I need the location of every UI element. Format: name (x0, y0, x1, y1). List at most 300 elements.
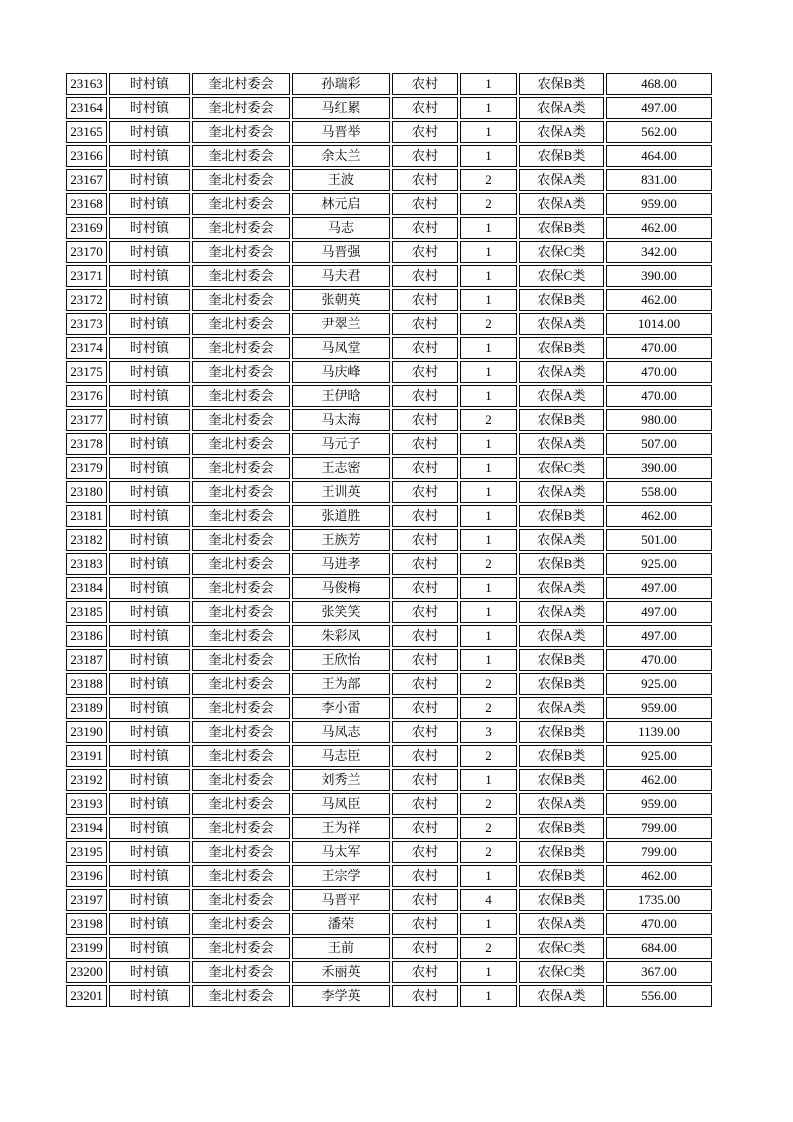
cell-town: 时村镇 (109, 481, 190, 503)
cell-id: 23194 (66, 817, 107, 839)
cell-town: 时村镇 (109, 265, 190, 287)
cell-amount: 925.00 (606, 553, 712, 575)
cell-id: 23186 (66, 625, 107, 647)
cell-name: 马志 (292, 217, 390, 239)
cell-insurance: 农保C类 (519, 961, 604, 983)
cell-id: 23185 (66, 601, 107, 623)
cell-insurance: 农保A类 (519, 529, 604, 551)
cell-town: 时村镇 (109, 769, 190, 791)
cell-count: 4 (460, 889, 517, 911)
cell-insurance: 农保A类 (519, 793, 604, 815)
cell-residence: 农村 (392, 985, 458, 1007)
cell-count: 1 (460, 865, 517, 887)
cell-count: 2 (460, 841, 517, 863)
cell-committee: 奎北村委会 (192, 409, 290, 431)
table-row (66, 937, 712, 959)
cell-amount: 468.00 (606, 73, 712, 95)
cell-id: 23165 (66, 121, 107, 143)
cell-residence: 农村 (392, 625, 458, 647)
table-row (66, 409, 712, 431)
cell-insurance: 农保B类 (519, 553, 604, 575)
cell-amount: 470.00 (606, 649, 712, 671)
cell-count: 2 (460, 313, 517, 335)
cell-town: 时村镇 (109, 505, 190, 527)
cell-committee: 奎北村委会 (192, 217, 290, 239)
cell-town: 时村镇 (109, 361, 190, 383)
cell-name: 尹翠兰 (292, 313, 390, 335)
cell-town: 时村镇 (109, 889, 190, 911)
cell-name: 潘荣 (292, 913, 390, 935)
cell-amount: 497.00 (606, 577, 712, 599)
table-row (66, 241, 712, 263)
cell-name: 马凤堂 (292, 337, 390, 359)
cell-residence: 农村 (392, 169, 458, 191)
cell-count: 1 (460, 385, 517, 407)
cell-amount: 799.00 (606, 817, 712, 839)
cell-count: 1 (460, 769, 517, 791)
cell-amount: 470.00 (606, 385, 712, 407)
cell-town: 时村镇 (109, 409, 190, 431)
cell-name: 朱彩凤 (292, 625, 390, 647)
cell-amount: 507.00 (606, 433, 712, 455)
cell-town: 时村镇 (109, 649, 190, 671)
cell-residence: 农村 (392, 385, 458, 407)
cell-committee: 奎北村委会 (192, 889, 290, 911)
table-row (66, 481, 712, 503)
cell-insurance: 农保B类 (519, 769, 604, 791)
cell-count: 2 (460, 817, 517, 839)
cell-residence: 农村 (392, 913, 458, 935)
cell-insurance: 农保B类 (519, 817, 604, 839)
cell-id: 23183 (66, 553, 107, 575)
table-row (66, 889, 712, 911)
table-row (66, 961, 712, 983)
cell-count: 2 (460, 793, 517, 815)
table-row (66, 457, 712, 479)
cell-residence: 农村 (392, 961, 458, 983)
cell-id: 23167 (66, 169, 107, 191)
cell-residence: 农村 (392, 673, 458, 695)
cell-id: 23181 (66, 505, 107, 527)
cell-residence: 农村 (392, 793, 458, 815)
cell-residence: 农村 (392, 313, 458, 335)
cell-residence: 农村 (392, 649, 458, 671)
cell-name: 王伊晗 (292, 385, 390, 407)
table-row (66, 649, 712, 671)
cell-town: 时村镇 (109, 385, 190, 407)
cell-town: 时村镇 (109, 289, 190, 311)
cell-amount: 342.00 (606, 241, 712, 263)
cell-name: 马进孝 (292, 553, 390, 575)
cell-amount: 684.00 (606, 937, 712, 959)
cell-committee: 奎北村委会 (192, 913, 290, 935)
cell-town: 时村镇 (109, 985, 190, 1007)
records-table (64, 71, 714, 1009)
cell-residence: 农村 (392, 289, 458, 311)
cell-residence: 农村 (392, 409, 458, 431)
cell-amount: 462.00 (606, 217, 712, 239)
cell-count: 1 (460, 913, 517, 935)
cell-count: 1 (460, 505, 517, 527)
cell-name: 张笑笑 (292, 601, 390, 623)
cell-insurance: 农保A类 (519, 97, 604, 119)
cell-insurance: 农保B类 (519, 865, 604, 887)
table-row (66, 313, 712, 335)
table-row (66, 601, 712, 623)
cell-amount: 1735.00 (606, 889, 712, 911)
cell-insurance: 农保A类 (519, 481, 604, 503)
cell-name: 马庆峰 (292, 361, 390, 383)
cell-count: 1 (460, 265, 517, 287)
cell-amount: 470.00 (606, 913, 712, 935)
cell-count: 1 (460, 217, 517, 239)
cell-committee: 奎北村委会 (192, 289, 290, 311)
table-row (66, 121, 712, 143)
cell-town: 时村镇 (109, 601, 190, 623)
cell-insurance: 农保A类 (519, 697, 604, 719)
records-table-body (66, 73, 712, 1007)
cell-amount: 497.00 (606, 625, 712, 647)
cell-committee: 奎北村委会 (192, 241, 290, 263)
cell-town: 时村镇 (109, 937, 190, 959)
cell-name: 王波 (292, 169, 390, 191)
cell-insurance: 农保B类 (519, 889, 604, 911)
cell-id: 23201 (66, 985, 107, 1007)
cell-committee: 奎北村委会 (192, 505, 290, 527)
cell-name: 王训英 (292, 481, 390, 503)
cell-name: 马太军 (292, 841, 390, 863)
cell-name: 马元子 (292, 433, 390, 455)
cell-amount: 470.00 (606, 337, 712, 359)
cell-committee: 奎北村委会 (192, 673, 290, 695)
cell-residence: 农村 (392, 865, 458, 887)
cell-town: 时村镇 (109, 817, 190, 839)
cell-town: 时村镇 (109, 553, 190, 575)
cell-residence: 农村 (392, 193, 458, 215)
cell-amount: 1014.00 (606, 313, 712, 335)
cell-id: 23177 (66, 409, 107, 431)
cell-town: 时村镇 (109, 97, 190, 119)
cell-residence: 农村 (392, 337, 458, 359)
cell-residence: 农村 (392, 697, 458, 719)
cell-town: 时村镇 (109, 73, 190, 95)
cell-committee: 奎北村委会 (192, 433, 290, 455)
cell-id: 23198 (66, 913, 107, 935)
cell-count: 2 (460, 673, 517, 695)
cell-count: 2 (460, 937, 517, 959)
cell-residence: 农村 (392, 145, 458, 167)
cell-id: 23169 (66, 217, 107, 239)
cell-residence: 农村 (392, 553, 458, 575)
cell-insurance: 农保A类 (519, 601, 604, 623)
cell-id: 23197 (66, 889, 107, 911)
cell-amount: 497.00 (606, 97, 712, 119)
cell-count: 1 (460, 529, 517, 551)
cell-name: 王为部 (292, 673, 390, 695)
cell-id: 23179 (66, 457, 107, 479)
cell-town: 时村镇 (109, 457, 190, 479)
cell-id: 23182 (66, 529, 107, 551)
cell-amount: 925.00 (606, 745, 712, 767)
cell-residence: 农村 (392, 745, 458, 767)
cell-id: 23190 (66, 721, 107, 743)
cell-residence: 农村 (392, 505, 458, 527)
cell-name: 刘秀兰 (292, 769, 390, 791)
cell-residence: 农村 (392, 265, 458, 287)
cell-committee: 奎北村委会 (192, 313, 290, 335)
cell-amount: 1139.00 (606, 721, 712, 743)
cell-town: 时村镇 (109, 217, 190, 239)
cell-amount: 980.00 (606, 409, 712, 431)
cell-town: 时村镇 (109, 865, 190, 887)
cell-name: 马凤臣 (292, 793, 390, 815)
cell-count: 1 (460, 337, 517, 359)
cell-id: 23171 (66, 265, 107, 287)
table-row (66, 97, 712, 119)
cell-residence: 农村 (392, 529, 458, 551)
cell-committee: 奎北村委会 (192, 73, 290, 95)
cell-committee: 奎北村委会 (192, 937, 290, 959)
cell-name: 王族芳 (292, 529, 390, 551)
cell-insurance: 农保A类 (519, 385, 604, 407)
cell-name: 马晋强 (292, 241, 390, 263)
cell-name: 马夫君 (292, 265, 390, 287)
cell-town: 时村镇 (109, 793, 190, 815)
cell-id: 23168 (66, 193, 107, 215)
cell-insurance: 农保B类 (519, 721, 604, 743)
cell-name: 王欣怡 (292, 649, 390, 671)
cell-residence: 农村 (392, 601, 458, 623)
cell-residence: 农村 (392, 769, 458, 791)
cell-committee: 奎北村委会 (192, 649, 290, 671)
cell-residence: 农村 (392, 937, 458, 959)
cell-name: 张道胜 (292, 505, 390, 527)
cell-id: 23164 (66, 97, 107, 119)
cell-id: 23195 (66, 841, 107, 863)
cell-insurance: 农保A类 (519, 433, 604, 455)
cell-insurance: 农保A类 (519, 625, 604, 647)
cell-id: 23176 (66, 385, 107, 407)
cell-residence: 农村 (392, 817, 458, 839)
cell-count: 1 (460, 985, 517, 1007)
cell-town: 时村镇 (109, 841, 190, 863)
cell-town: 时村镇 (109, 577, 190, 599)
table-row (66, 385, 712, 407)
cell-insurance: 农保C类 (519, 241, 604, 263)
cell-id: 23188 (66, 673, 107, 695)
cell-id: 23175 (66, 361, 107, 383)
cell-name: 马凤志 (292, 721, 390, 743)
cell-insurance: 农保A类 (519, 577, 604, 599)
cell-residence: 农村 (392, 841, 458, 863)
cell-insurance: 农保A类 (519, 121, 604, 143)
cell-insurance: 农保A类 (519, 361, 604, 383)
cell-id: 23196 (66, 865, 107, 887)
cell-committee: 奎北村委会 (192, 193, 290, 215)
table-row (66, 433, 712, 455)
cell-committee: 奎北村委会 (192, 625, 290, 647)
cell-committee: 奎北村委会 (192, 721, 290, 743)
cell-amount: 501.00 (606, 529, 712, 551)
cell-committee: 奎北村委会 (192, 385, 290, 407)
cell-committee: 奎北村委会 (192, 169, 290, 191)
cell-insurance: 农保B类 (519, 505, 604, 527)
cell-committee: 奎北村委会 (192, 553, 290, 575)
cell-town: 时村镇 (109, 433, 190, 455)
cell-name: 王宗学 (292, 865, 390, 887)
cell-committee: 奎北村委会 (192, 985, 290, 1007)
cell-committee: 奎北村委会 (192, 961, 290, 983)
cell-amount: 959.00 (606, 793, 712, 815)
cell-insurance: 农保B类 (519, 217, 604, 239)
cell-committee: 奎北村委会 (192, 577, 290, 599)
cell-insurance: 农保B类 (519, 337, 604, 359)
cell-count: 2 (460, 169, 517, 191)
cell-id: 23180 (66, 481, 107, 503)
cell-name: 孙瑞彩 (292, 73, 390, 95)
cell-id: 23189 (66, 697, 107, 719)
cell-count: 1 (460, 961, 517, 983)
cell-count: 1 (460, 289, 517, 311)
cell-amount: 390.00 (606, 265, 712, 287)
cell-id: 23173 (66, 313, 107, 335)
cell-residence: 农村 (392, 889, 458, 911)
table-row (66, 985, 712, 1007)
cell-town: 时村镇 (109, 673, 190, 695)
cell-committee: 奎北村委会 (192, 697, 290, 719)
cell-committee: 奎北村委会 (192, 769, 290, 791)
cell-count: 1 (460, 97, 517, 119)
cell-amount: 959.00 (606, 697, 712, 719)
table-row (66, 625, 712, 647)
cell-id: 23172 (66, 289, 107, 311)
cell-committee: 奎北村委会 (192, 865, 290, 887)
table-row (66, 505, 712, 527)
table-row (66, 361, 712, 383)
cell-residence: 农村 (392, 73, 458, 95)
cell-insurance: 农保B类 (519, 289, 604, 311)
cell-committee: 奎北村委会 (192, 793, 290, 815)
cell-count: 1 (460, 433, 517, 455)
cell-town: 时村镇 (109, 529, 190, 551)
cell-insurance: 农保B类 (519, 841, 604, 863)
cell-id: 23191 (66, 745, 107, 767)
cell-town: 时村镇 (109, 337, 190, 359)
cell-id: 23200 (66, 961, 107, 983)
cell-amount: 831.00 (606, 169, 712, 191)
cell-insurance: 农保B类 (519, 145, 604, 167)
cell-town: 时村镇 (109, 145, 190, 167)
cell-committee: 奎北村委会 (192, 121, 290, 143)
cell-name: 王为祥 (292, 817, 390, 839)
table-row (66, 697, 712, 719)
cell-amount: 562.00 (606, 121, 712, 143)
cell-committee: 奎北村委会 (192, 745, 290, 767)
cell-insurance: 农保A类 (519, 313, 604, 335)
cell-count: 2 (460, 697, 517, 719)
cell-count: 1 (460, 601, 517, 623)
table-row (66, 745, 712, 767)
table-row (66, 817, 712, 839)
table-row (66, 841, 712, 863)
table-row (66, 721, 712, 743)
cell-town: 时村镇 (109, 697, 190, 719)
cell-residence: 农村 (392, 457, 458, 479)
table-row (66, 529, 712, 551)
cell-name: 马晋举 (292, 121, 390, 143)
cell-residence: 农村 (392, 433, 458, 455)
cell-town: 时村镇 (109, 721, 190, 743)
cell-count: 1 (460, 649, 517, 671)
cell-count: 1 (460, 625, 517, 647)
table-row (66, 577, 712, 599)
cell-insurance: 农保C类 (519, 937, 604, 959)
table-row (66, 289, 712, 311)
cell-count: 1 (460, 361, 517, 383)
cell-committee: 奎北村委会 (192, 361, 290, 383)
cell-count: 1 (460, 241, 517, 263)
cell-town: 时村镇 (109, 961, 190, 983)
cell-amount: 925.00 (606, 673, 712, 695)
cell-count: 1 (460, 457, 517, 479)
cell-committee: 奎北村委会 (192, 817, 290, 839)
cell-residence: 农村 (392, 241, 458, 263)
cell-amount: 462.00 (606, 289, 712, 311)
cell-name: 马红累 (292, 97, 390, 119)
table-row (66, 793, 712, 815)
cell-name: 王志密 (292, 457, 390, 479)
table-row (66, 673, 712, 695)
cell-town: 时村镇 (109, 913, 190, 935)
cell-id: 23187 (66, 649, 107, 671)
table-row (66, 553, 712, 575)
table-row (66, 769, 712, 791)
cell-amount: 497.00 (606, 601, 712, 623)
cell-town: 时村镇 (109, 745, 190, 767)
cell-residence: 农村 (392, 577, 458, 599)
table-row (66, 337, 712, 359)
cell-town: 时村镇 (109, 193, 190, 215)
cell-count: 2 (460, 409, 517, 431)
cell-committee: 奎北村委会 (192, 481, 290, 503)
cell-name: 马志臣 (292, 745, 390, 767)
cell-insurance: 农保B类 (519, 73, 604, 95)
cell-insurance: 农保C类 (519, 457, 604, 479)
cell-committee: 奎北村委会 (192, 601, 290, 623)
cell-id: 23174 (66, 337, 107, 359)
cell-town: 时村镇 (109, 121, 190, 143)
cell-insurance: 农保C类 (519, 265, 604, 287)
cell-name: 马太海 (292, 409, 390, 431)
cell-id: 23199 (66, 937, 107, 959)
table-row (66, 73, 712, 95)
cell-amount: 462.00 (606, 865, 712, 887)
table-row (66, 217, 712, 239)
cell-town: 时村镇 (109, 625, 190, 647)
cell-committee: 奎北村委会 (192, 841, 290, 863)
table-row (66, 193, 712, 215)
cell-residence: 农村 (392, 361, 458, 383)
cell-town: 时村镇 (109, 169, 190, 191)
cell-town: 时村镇 (109, 241, 190, 263)
cell-id: 23184 (66, 577, 107, 599)
cell-name: 禾丽英 (292, 961, 390, 983)
cell-residence: 农村 (392, 121, 458, 143)
cell-committee: 奎北村委会 (192, 337, 290, 359)
cell-id: 23178 (66, 433, 107, 455)
cell-name: 林元启 (292, 193, 390, 215)
cell-count: 3 (460, 721, 517, 743)
